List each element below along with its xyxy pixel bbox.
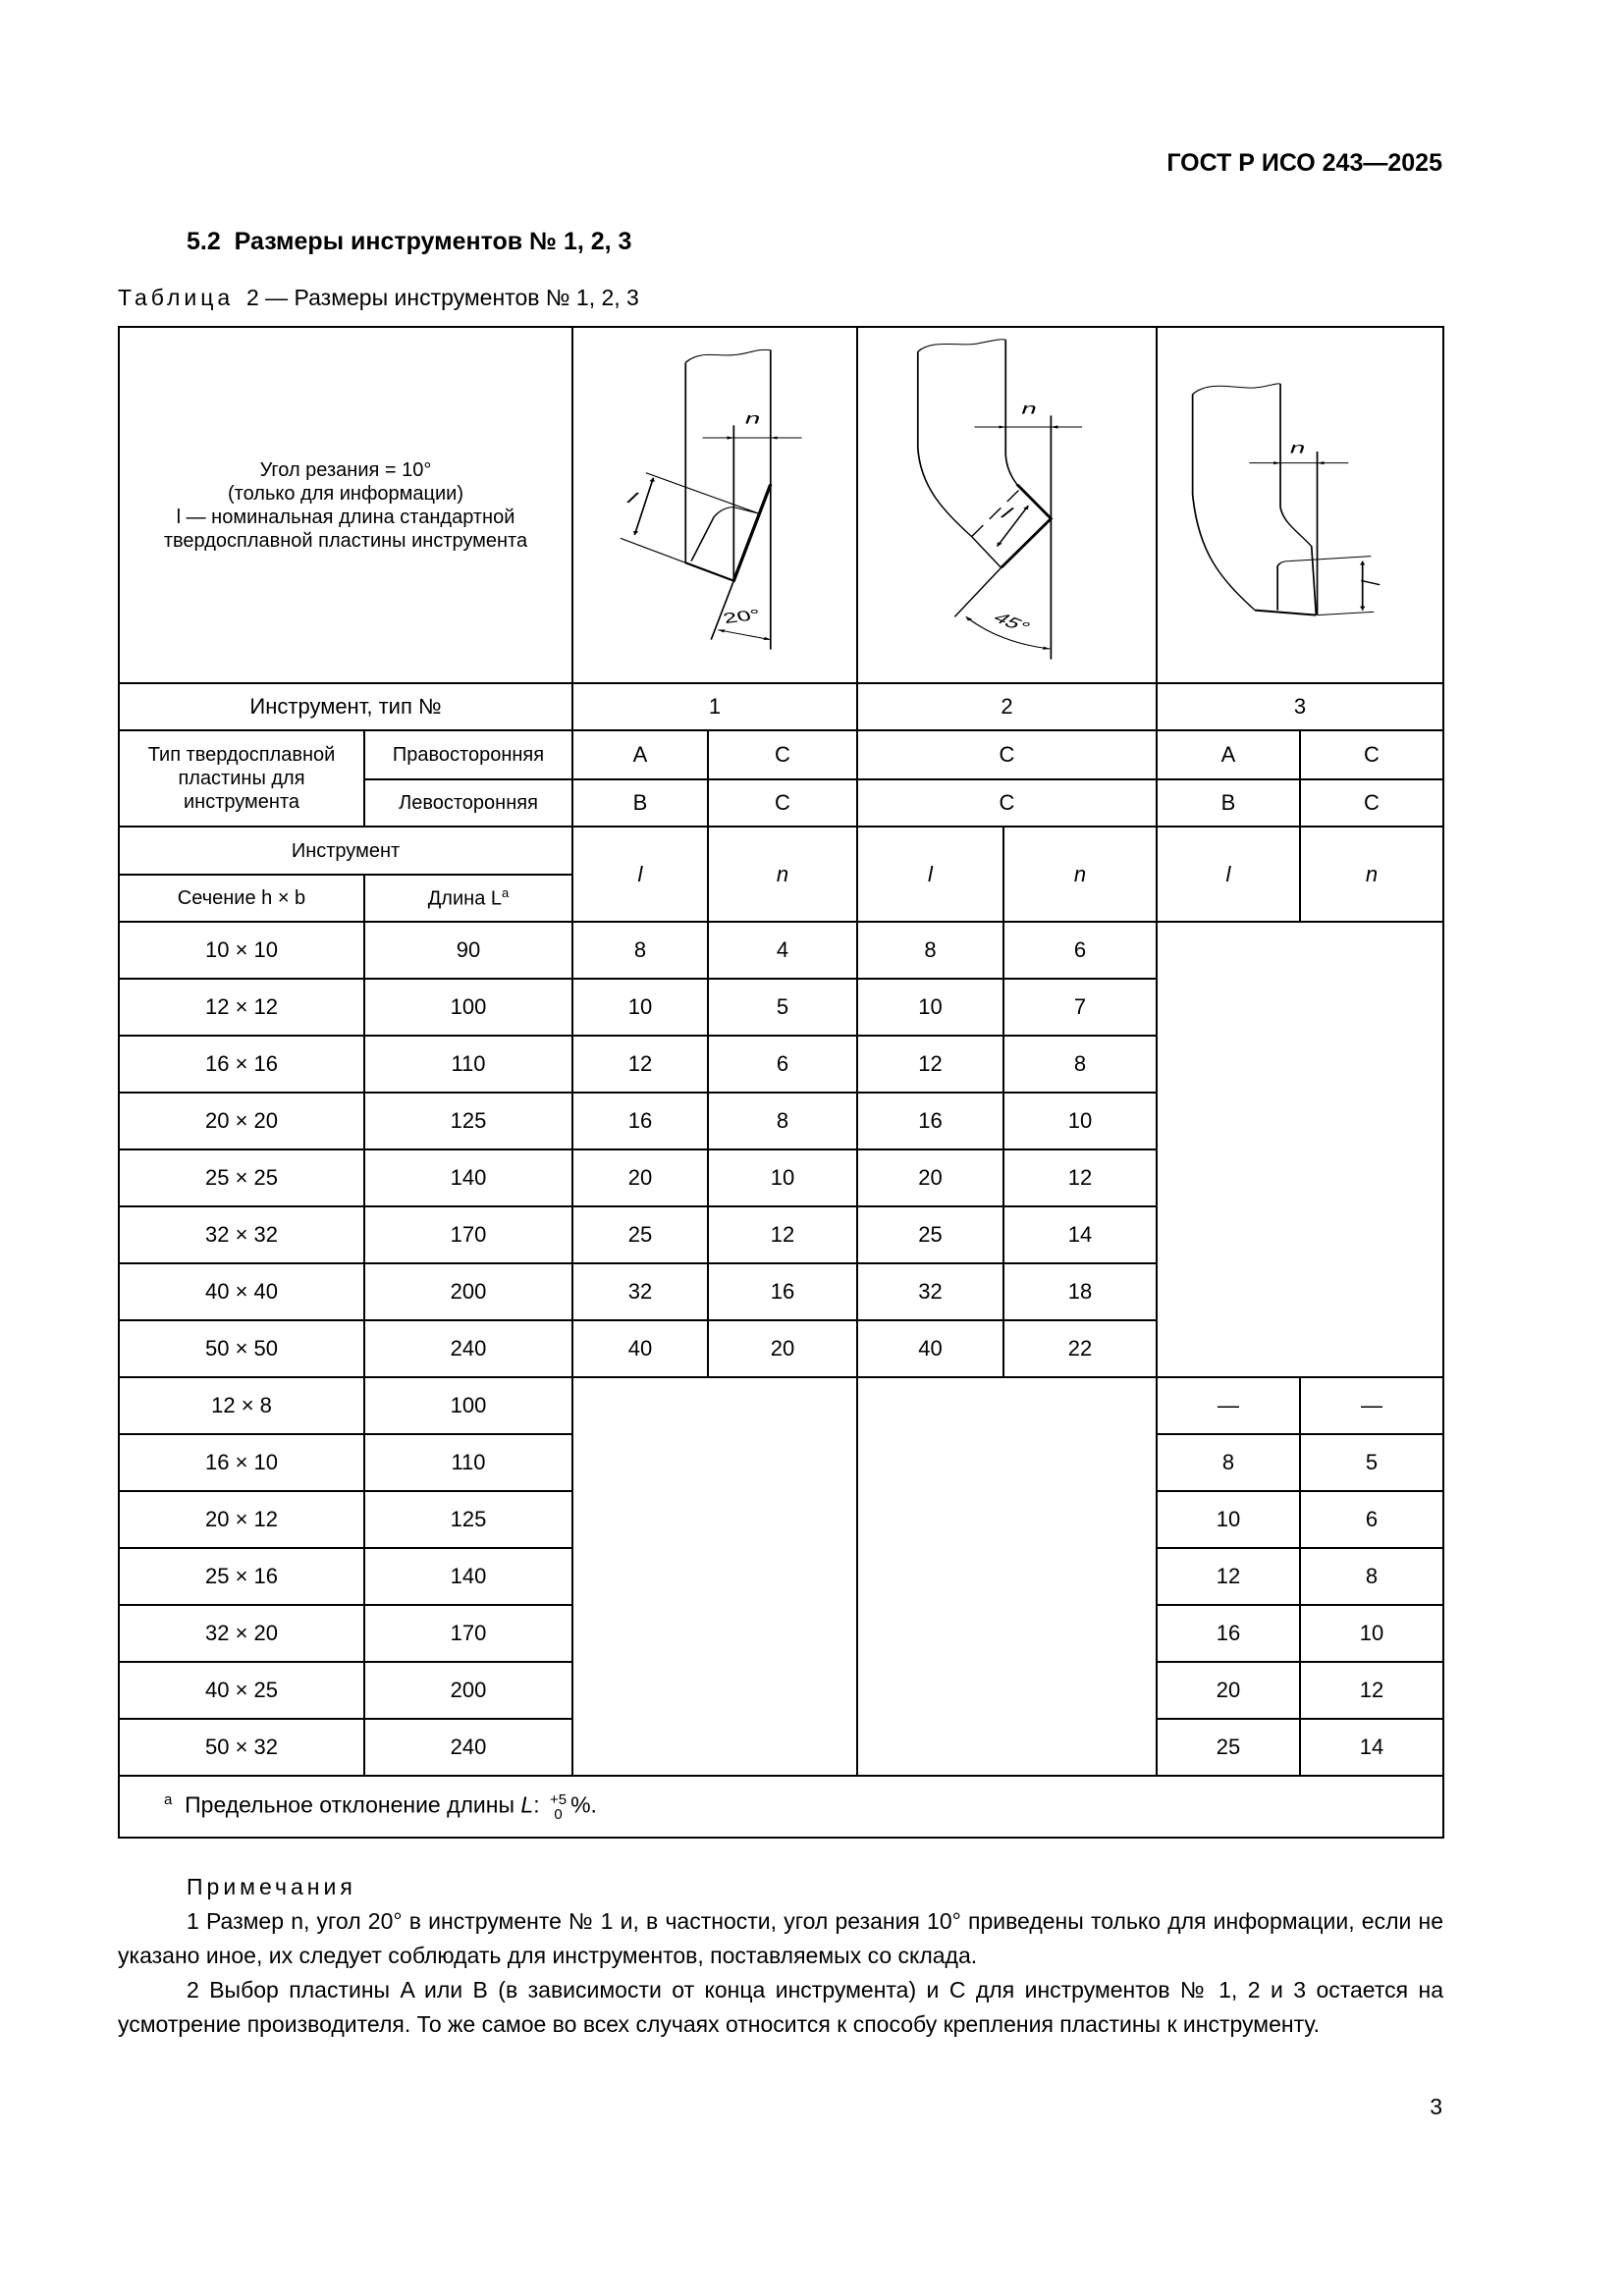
table-cell: 22 [1003, 1320, 1157, 1377]
length-footnote-mark: a [502, 885, 510, 901]
insert-type-label: Тип твердосплавной пластины для инструмента [119, 730, 364, 827]
left-value: C [857, 779, 1157, 827]
table-cell: 50 × 32 [119, 1719, 364, 1776]
table-row [119, 922, 1443, 979]
intro-cell [119, 327, 572, 683]
left-value: C [708, 779, 857, 827]
footnote-sep: : [533, 1791, 540, 1818]
right-value: C [708, 730, 857, 779]
tool-label: Инструмент [119, 827, 572, 875]
tool-1-figure [621, 349, 802, 649]
section-label: Сечение h × b [119, 875, 364, 922]
table-cell: 16 [572, 1093, 708, 1149]
tool-3-figure [1193, 384, 1387, 615]
intro-line: (только для информации) [228, 482, 463, 505]
table-cell: 240 [364, 1719, 572, 1776]
tool-type-3: 3 [1157, 683, 1443, 730]
table-cell: 10 × 10 [119, 922, 364, 979]
table-cell: 40 [857, 1320, 1003, 1377]
fig3-n-label: n [1289, 439, 1306, 457]
table-cell: 100 [364, 1377, 572, 1434]
section-number: 5.2 [187, 228, 221, 255]
notes-title: Примечания [187, 1874, 356, 1899]
right-value: A [1157, 730, 1300, 779]
table-cell: 5 [1300, 1434, 1443, 1491]
caption-text: 2 — Размеры инструментов № 1, 2, 3 [245, 285, 639, 310]
left-hand-label: Левосторонняя [364, 779, 572, 827]
table-cell: 10 [1003, 1093, 1157, 1149]
table-cell: 12 [708, 1206, 857, 1263]
table-cell: 125 [364, 1491, 572, 1548]
right-hand-label: Правосторонняя [364, 730, 572, 779]
table-cell: 25 [1157, 1719, 1300, 1776]
table-cell: 18 [1003, 1263, 1157, 1320]
tool-figures [569, 324, 1453, 687]
note-item: 1 Размер n, угол 20° в инструменте № 1 и, в частности, угол резания 10° приведены только для информации, если не указано иное, их следует соблюдать для инструментов, поставляемых со склада. [118, 1908, 1443, 1968]
dim-header: n [1300, 827, 1443, 922]
table-cell: 6 [1300, 1491, 1443, 1548]
footnote [119, 1776, 1443, 1838]
table-cell: 10 [572, 979, 708, 1036]
table-cell: 10 [857, 979, 1003, 1036]
fig2-l-label: l [997, 504, 1016, 522]
table-cell: 40 × 40 [119, 1263, 364, 1320]
table-cell: 25 [857, 1206, 1003, 1263]
table-cell: 32 × 32 [119, 1206, 364, 1263]
footnote-unit: %. [570, 1791, 597, 1818]
table-cell: 170 [364, 1605, 572, 1662]
table-cell: 10 [1157, 1491, 1300, 1548]
section-title: Размеры инструментов № 1, 2, 3 [234, 228, 632, 255]
page-number: 3 [1430, 2094, 1442, 2119]
table-cell: 12 × 12 [119, 979, 364, 1036]
tool-type-2: 2 [857, 683, 1157, 730]
fig2-angle: 45° [988, 610, 1035, 636]
dim-header: l [857, 827, 1003, 922]
table-cell: 110 [364, 1036, 572, 1093]
table-cell: 20 × 12 [119, 1491, 364, 1548]
left-value: C [1300, 779, 1443, 827]
table-cell: 25 × 16 [119, 1548, 364, 1605]
table-cell: 8 [857, 922, 1003, 979]
right-value: C [1300, 730, 1443, 779]
table-cell: 40 [572, 1320, 708, 1377]
table-cell: 10 [708, 1149, 857, 1206]
table-cell: 170 [364, 1206, 572, 1263]
caption-label: Таблица [118, 285, 235, 310]
dim-header: l [572, 827, 708, 922]
table-cell: 50 × 50 [119, 1320, 364, 1377]
note-item: 2 Выбор пластины A или B (в зависимости от конца инструмента) и C для инструментов № 1, 2 и 3 остается на усмотрение производителя. То же самое во всех случаях относится к способу крепления пластины к инструменту. [118, 1977, 1443, 2037]
left-value: B [1157, 779, 1300, 827]
table-cell: 25 [572, 1206, 708, 1263]
footnote-mark: a [164, 1791, 173, 1809]
table-cell: 5 [708, 979, 857, 1036]
section-heading [187, 228, 631, 256]
table-cell: 20 [857, 1149, 1003, 1206]
table-cell: 140 [364, 1149, 572, 1206]
table-cell: 8 [708, 1093, 857, 1149]
table-cell: 8 [1157, 1434, 1300, 1491]
table-cell: 90 [364, 922, 572, 979]
table-cell: 140 [364, 1548, 572, 1605]
left-value: B [572, 779, 708, 827]
table-cell: 8 [1003, 1036, 1157, 1093]
table-cell: 20 [708, 1320, 857, 1377]
table-cell: 125 [364, 1093, 572, 1149]
fig1-l-label: l [623, 489, 640, 507]
tool-2-figure [918, 340, 1082, 660]
table-cell: 8 [1300, 1548, 1443, 1605]
table-cell: 16 [857, 1093, 1003, 1149]
dim-header: n [708, 827, 857, 922]
table-cell: 110 [364, 1434, 572, 1491]
empty-merged-cell [1157, 922, 1443, 1377]
footnote-text: Предельное отклонение длины [185, 1791, 515, 1818]
table-cell: 7 [1003, 979, 1157, 1036]
fig1-angle: 20° [721, 606, 764, 627]
table-cell: — [1300, 1377, 1443, 1434]
table-cell: 240 [364, 1320, 572, 1377]
tolerance-upper: +5 [550, 1790, 568, 1808]
table-cell: 8 [572, 922, 708, 979]
fig1-n-label: n [744, 409, 761, 428]
right-value: A [572, 730, 708, 779]
tolerance-lower: 0 [554, 1805, 563, 1823]
table-cell: 25 × 25 [119, 1149, 364, 1206]
table-cell: 16 × 16 [119, 1036, 364, 1093]
empty-merged-cell [572, 1377, 857, 1776]
table-cell: 32 × 20 [119, 1605, 364, 1662]
table-cell: 4 [708, 922, 857, 979]
table-cell: 6 [708, 1036, 857, 1093]
table-cell: 14 [1300, 1719, 1443, 1776]
length-label-cell [364, 875, 572, 922]
table-cell: 12 [857, 1036, 1003, 1093]
fig2-n-label: n [1021, 400, 1037, 418]
table-cell: 20 [1157, 1662, 1300, 1719]
intro-line: Угол резания = 10° [259, 458, 432, 481]
footnote-var: L [520, 1791, 534, 1818]
dim-header: l [1157, 827, 1300, 922]
table-row [119, 1377, 1443, 1434]
table-cell: 14 [1003, 1206, 1157, 1263]
table-cell: 100 [364, 979, 572, 1036]
right-value: C [857, 730, 1157, 779]
table-cell: 200 [364, 1263, 572, 1320]
tool-type-label: Инструмент, тип № [119, 683, 572, 730]
fig3-l-label: l [1355, 579, 1387, 587]
tool-type-1: 1 [572, 683, 857, 730]
table-caption [118, 285, 639, 311]
table-cell: 16 [1157, 1605, 1300, 1662]
table-cell: 12 [1300, 1662, 1443, 1719]
table-cell: 16 × 10 [119, 1434, 364, 1491]
table-cell: 32 [572, 1263, 708, 1320]
table-cell: 40 × 25 [119, 1662, 364, 1719]
table-cell: 10 [1300, 1605, 1443, 1662]
intro-line: l — номинальная длина стандартной [176, 506, 515, 528]
empty-merged-cell [857, 1377, 1157, 1776]
table-cell: 200 [364, 1662, 572, 1719]
dim-header: n [1003, 827, 1157, 922]
footnote-row [119, 1776, 1443, 1838]
table-cell: 12 [1003, 1149, 1157, 1206]
length-label: Длина L [427, 887, 502, 910]
table-cell: 12 [1157, 1548, 1300, 1605]
table-cell: 6 [1003, 922, 1157, 979]
notes [118, 1870, 1443, 2042]
document-code: ГОСТ Р ИСО 243—2025 [1166, 149, 1442, 177]
table-cell: 20 × 20 [119, 1093, 364, 1149]
table-cell: 12 × 8 [119, 1377, 364, 1434]
table-cell: 20 [572, 1149, 708, 1206]
table-cell: 16 [708, 1263, 857, 1320]
tolerance [550, 1792, 567, 1822]
table-cell: 12 [572, 1036, 708, 1093]
intro-line: твердосплавной пластины инструмента [163, 529, 528, 552]
table-cell: 32 [857, 1263, 1003, 1320]
table-cell: — [1157, 1377, 1300, 1434]
